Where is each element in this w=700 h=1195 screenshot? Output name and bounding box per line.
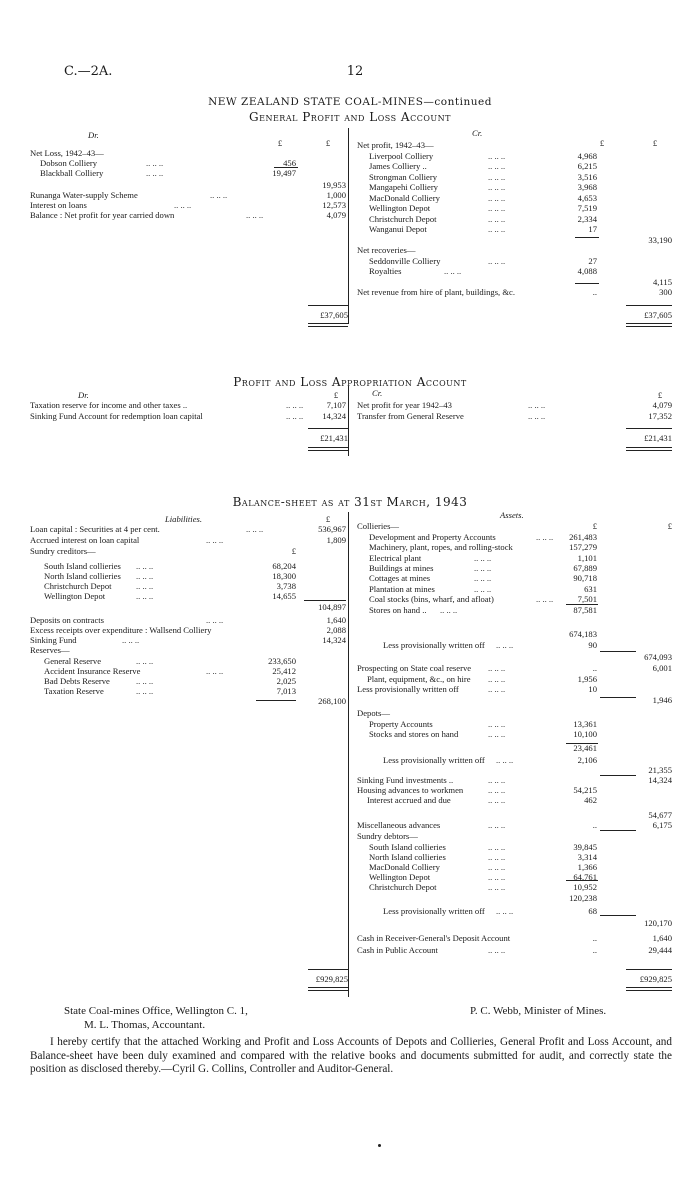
row-label: Balance : Net profit for year carried down: [30, 210, 175, 220]
leader-dots: .. .. ..: [474, 584, 492, 594]
leader-dots: .. .. ..: [488, 224, 506, 234]
row-label: North Island collieries: [44, 571, 121, 581]
page-number: 12: [346, 64, 364, 79]
row-label: North Island collieries: [369, 852, 446, 862]
row-label: Transfer from General Reserve: [357, 410, 464, 421]
row-label: Mangapehi Colliery: [369, 182, 438, 192]
amount-col-a: 68,204: [272, 561, 296, 571]
amount-col-a: 25,412: [272, 666, 296, 676]
amount-col-a: 7,501: [577, 594, 597, 604]
document-reference: C.—2A.: [64, 64, 113, 79]
total-double-rule: [308, 323, 348, 327]
amount-col-a: 6,215: [577, 161, 597, 171]
total-left: £21,431: [320, 433, 348, 443]
amount-col-a: 10,100: [573, 729, 597, 739]
row-label: Runanga Water-supply Scheme: [30, 190, 138, 200]
row-label: Buildings at mines: [369, 563, 434, 573]
row-label: Machinery, plant, ropes, and rolling-stock: [369, 542, 513, 552]
row-label: Plant, equipment, &c., on hire: [367, 674, 471, 684]
row-label: James Colliery ..: [369, 161, 427, 171]
amount-col-a: 3,314: [577, 852, 597, 862]
leader-dots: .. .. ..: [206, 535, 224, 545]
row-label: Collieries—: [357, 521, 400, 531]
row-label: Taxation reserve for income and other taxes ..: [30, 400, 188, 410]
subtotal-rule: [566, 743, 598, 744]
row-label: Less provisionally written off: [383, 640, 485, 650]
subtotal-rule: [566, 880, 598, 881]
row-label: Sundry debtors—: [357, 831, 418, 841]
row-label: MacDonald Colliery: [369, 862, 440, 872]
total-rule: [308, 428, 348, 429]
amount-col-a: £: [592, 521, 597, 531]
row-label: Cash in Public Account: [357, 945, 438, 955]
row-label: Dobson Colliery: [40, 158, 98, 168]
amount-col-a: ..: [592, 287, 597, 297]
row-label: South Island collieries: [44, 561, 121, 571]
amount-col-b: 21,355: [648, 765, 672, 775]
amount-col-a: 90: [588, 640, 597, 650]
row-label: Strongman Colliery: [369, 171, 438, 182]
row-label: Net recoveries—: [357, 245, 416, 255]
row-label: MacDonald Colliery: [369, 192, 440, 203]
row-label: Blackball Colliery: [40, 168, 104, 178]
row-label: Housing advances to workmen: [357, 785, 464, 795]
pound-sign: £: [333, 390, 339, 400]
amount-col-b: 2,088: [326, 625, 346, 635]
pound-sign: £: [325, 514, 331, 524]
pound-sign: £: [325, 138, 331, 148]
row-label: Deposits on contracts: [30, 615, 104, 625]
amount-col-a: ..: [592, 945, 597, 955]
total-double-rule: [308, 987, 348, 991]
leader-dots: .. .. ..: [488, 171, 506, 182]
leader-dots: .. .. ..: [206, 615, 224, 625]
amount-col-b: 1,640: [652, 933, 672, 943]
amount-col-b: £: [667, 521, 672, 531]
pound-sign: £: [277, 138, 283, 148]
amount-col-a: 1,956: [577, 674, 597, 684]
row-label: Sinking Fund investments ..: [357, 775, 454, 785]
subtotal-rule: [575, 283, 599, 284]
total-double-rule: [308, 447, 348, 451]
subtotal-rule: [600, 775, 636, 776]
amount-col-b: 1,000: [326, 190, 346, 200]
amount-col-a: 67,889: [573, 563, 597, 573]
subtotal-rule: [600, 697, 636, 698]
assets-label: Assets.: [500, 510, 524, 520]
total-double-rule: [626, 447, 672, 451]
amount-col-b: 29,444: [648, 945, 672, 955]
row-label: Wanganui Depot: [369, 224, 427, 234]
row-label: Cash in Receiver-General's Deposit Account: [357, 933, 511, 943]
amount-col-a: 3,516: [577, 171, 597, 182]
amount-col-a: 7,013: [276, 686, 296, 696]
general-pl-title: General Profit and Loss Account: [249, 110, 451, 124]
leader-dots: .. .. ..: [474, 553, 492, 563]
leader-dots: .. .. ..: [488, 882, 506, 892]
amount-col-a: 10: [588, 684, 597, 694]
leader-dots: .. .. ..: [488, 182, 506, 192]
amount-col-a: 1,366: [577, 862, 597, 872]
row-label: Less provisionally written off: [383, 755, 485, 765]
leader-dots: .. .. ..: [488, 674, 506, 684]
leader-dots: .. .. ..: [136, 561, 154, 571]
row-label: Prospecting on State coal reserve: [357, 663, 472, 673]
row-label: Net revenue from hire of plant, buildings, &c.: [357, 287, 515, 297]
row-label: Accrued interest on loan capital: [30, 535, 140, 545]
row-label: Development and Property Accounts: [369, 532, 496, 542]
leader-dots: .. .. ..: [488, 795, 506, 805]
amount-col-a: ..: [592, 663, 597, 673]
minister-line: P. C. Webb, Minister of Mines.: [470, 1005, 607, 1017]
row-label: Plantation at mines: [369, 584, 435, 594]
leader-dots: .. .. ..: [488, 255, 506, 266]
amount-col-a: 19,497: [272, 168, 296, 178]
row-label: Royalties: [369, 266, 402, 276]
leader-dots: .. .. ..: [496, 640, 514, 650]
amount-col-a: 54,215: [573, 785, 597, 795]
leader-dots: .. .. ..: [246, 524, 264, 534]
amount-col-a: 7,519: [577, 203, 597, 213]
row-label: General Reserve: [44, 656, 102, 666]
amount-col-a: 14,655: [272, 591, 296, 601]
row-label: Less provisionally written off: [383, 906, 485, 916]
leader-dots: .. .. ..: [136, 581, 154, 591]
amount-col-a: 4,088: [577, 266, 597, 276]
amount-col-a: 17: [588, 224, 597, 234]
dr-label: Dr.: [88, 130, 99, 140]
amount-col-a: 261,483: [569, 532, 597, 542]
row-label: Depots—: [357, 708, 390, 718]
leader-dots: .. .. ..: [488, 203, 506, 213]
audit-certificate: I hereby certify that the attached Working and Profit and Loss Accounts of Depots and Collieries, General Profit and Loss Account, and Balance-sheet have been duly examined and compared with the relative books and documents submitted for audit, and correctly state the position as disclosed thereby.—Cyril G. Collins, Controller and Auditor-General.: [30, 1036, 672, 1076]
amount-col-a: 68: [588, 906, 597, 916]
leader-dots: .. .. ..: [136, 686, 154, 696]
leader-dots: .. .. ..: [488, 161, 506, 171]
leader-dots: .. .. ..: [136, 676, 154, 686]
amount-col-b: 17,352: [648, 410, 672, 421]
leader-dots: .. .. ..: [286, 400, 304, 410]
amount-col-b: 120,170: [644, 918, 672, 928]
amount-col-a: £: [291, 546, 296, 556]
amount-col-a: 456: [283, 158, 296, 168]
row-label: Sinking Fund: [30, 635, 77, 645]
total-double-rule: [626, 987, 672, 991]
amount-col-a: 462: [584, 795, 597, 805]
row-label: Accident Insurance Reserve: [44, 666, 141, 676]
amount-col-b: 7,107: [326, 400, 346, 410]
row-label: Interest on loans: [30, 200, 87, 210]
total-rule: [626, 428, 672, 429]
amount-col-a: 2,025: [276, 676, 296, 686]
leader-dots: .. .. ..: [146, 158, 164, 168]
leader-dots: .. .. ..: [488, 684, 506, 694]
leader-dots: .. .. ..: [488, 852, 506, 862]
row-label: Wellington Depot: [369, 203, 431, 213]
row-label: Electrical plant: [369, 553, 422, 563]
leader-dots: .. .. ..: [488, 862, 506, 872]
cr-label: Cr.: [472, 128, 483, 138]
total-double-rule: [626, 323, 672, 327]
column-divider: [348, 386, 349, 456]
amount-col-a: ..: [592, 820, 597, 830]
row-label: Interest accrued and due: [367, 795, 451, 805]
leader-dots: .. .. ..: [136, 591, 154, 601]
amount-col-a: 1,101: [577, 553, 597, 563]
row-label: Loan capital : Securities at 4 per cent.: [30, 524, 160, 534]
total-right: £21,431: [644, 433, 672, 443]
amount-col-a: 10,952: [573, 882, 597, 892]
amount-col-b: 1,640: [326, 615, 346, 625]
amount-col-a: 2,334: [577, 213, 597, 224]
amount-col-a: 4,653: [577, 192, 597, 203]
amount-col-a: 87,581: [573, 605, 597, 615]
amount-col-b: 4,115: [652, 276, 672, 287]
amount-col-b: 536,967: [318, 524, 346, 534]
amount-col-a: 157,279: [569, 542, 597, 552]
subtotal-rule: [600, 651, 636, 652]
row-label: Bad Debts Reserve: [44, 676, 110, 686]
leader-dots: .. .. ..: [488, 729, 506, 739]
amount-col-b: 268,100: [318, 696, 346, 706]
pound-sign: £: [652, 138, 658, 148]
amount-col-b: 33,190: [648, 234, 672, 245]
total-right: £929,825: [639, 974, 672, 984]
row-label: Christchurch Depot: [44, 581, 112, 591]
total-left: £37,605: [320, 310, 348, 320]
leader-dots: .. .. ..: [488, 663, 506, 673]
leader-dots: .. .. ..: [496, 755, 514, 765]
leader-dots: .. .. ..: [246, 210, 264, 220]
row-label: Excess receipts over expenditure : Wallsend Colliery: [30, 625, 212, 635]
amount-col-b: 1,809: [326, 535, 346, 545]
row-label: Stocks and stores on hand: [369, 729, 459, 739]
leader-dots: .. .. ..: [536, 532, 554, 542]
leader-dots: .. .. ..: [496, 906, 514, 916]
amount-col-a: 2,106: [577, 755, 597, 765]
pound-sign: £: [657, 390, 663, 400]
row-label: Wellington Depot: [369, 872, 431, 882]
row-label: Miscellaneous advances: [357, 820, 441, 830]
total-rule: [626, 305, 672, 306]
amount-col-b: 300: [659, 287, 672, 297]
leader-dots: .. .. ..: [146, 168, 164, 178]
leader-dots: .. .. ..: [210, 190, 228, 200]
total-left: £929,825: [315, 974, 348, 984]
leader-dots: .. .. ..: [528, 400, 546, 410]
row-label: South Island collieries: [369, 842, 446, 852]
leader-dots: .. .. ..: [122, 635, 140, 645]
leader-dots: .. .. ..: [488, 820, 506, 830]
total-right: £37,605: [644, 310, 672, 320]
dr-label: Dr.: [78, 390, 89, 400]
amount-col-b: 4,079: [326, 210, 346, 220]
amount-col-a: 64,761: [573, 872, 597, 882]
amount-col-b: 54,677: [648, 810, 672, 820]
amount-col-a: ..: [592, 933, 597, 943]
amount-col-a: 18,300: [272, 571, 296, 581]
row-label: Stores on hand ..: [369, 605, 427, 615]
row-label: Net profit, 1942–43—: [357, 140, 434, 150]
amount-col-b: 14,324: [322, 635, 346, 645]
row-label: Sundry creditors—: [30, 546, 96, 556]
amount-col-b: 4,079: [652, 400, 672, 410]
row-label: Cottages at mines: [369, 573, 431, 583]
leader-dots: .. .. ..: [528, 410, 546, 421]
subtotal-rule: [566, 604, 598, 605]
leader-dots: .. .. ..: [474, 563, 492, 573]
leader-dots: .. .. ..: [488, 150, 506, 161]
leader-dots: .. .. ..: [286, 410, 304, 421]
amount-col-b: 12,573: [322, 200, 346, 210]
column-divider: [348, 512, 349, 997]
leader-dots: .. .. ..: [474, 573, 492, 583]
section-title: NEW ZEALAND STATE COAL-MINES—continued: [208, 96, 492, 108]
row-label: Christchurch Depot: [369, 213, 437, 224]
leader-dots: .. .. ..: [488, 842, 506, 852]
amount-col-a: 120,238: [569, 893, 597, 903]
amount-col-b: 14,324: [322, 410, 346, 421]
amount-col-a: 13,361: [573, 719, 597, 729]
row-label: Reserves—: [30, 645, 70, 655]
leader-dots: .. .. ..: [206, 666, 224, 676]
leader-dots: .. .. ..: [488, 775, 506, 785]
amount-col-a: 90,718: [573, 573, 597, 583]
amount-col-b: 1,946: [652, 695, 672, 705]
row-label: Net profit for year 1942–43: [357, 400, 452, 410]
leader-dots: .. .. ..: [136, 571, 154, 581]
row-label: Less provisionally written off: [357, 684, 459, 694]
appropriation-title: Profit and Loss Appropriation Account: [233, 375, 467, 389]
row-label: Coal stocks (bins, wharf, and afloat): [369, 594, 494, 604]
amount-col-a: 23,461: [573, 743, 597, 753]
liabilities-label: Liabilities.: [165, 514, 203, 524]
leader-dots: .. .. ..: [488, 785, 506, 795]
leader-dots: .. .. ..: [174, 200, 192, 210]
row-label: Christchurch Depot: [369, 882, 437, 892]
leader-dots: .. .. ..: [488, 719, 506, 729]
amount-col-a: 674,183: [569, 629, 597, 639]
leader-dots: .. .. ..: [488, 192, 506, 203]
amount-col-b: 6,175: [652, 820, 672, 830]
leader-dots: .. .. ..: [444, 266, 462, 276]
amount-col-a: 4,968: [577, 150, 597, 161]
leader-dots: .. .. ..: [136, 656, 154, 666]
subtotal-rule: [575, 237, 599, 238]
amount-col-a: 631: [584, 584, 597, 594]
balance-sheet-title: Balance-sheet as at 31st March, 1943: [232, 495, 468, 509]
row-label: Net Loss, 1942–43—: [30, 148, 104, 158]
row-label: Property Accounts: [369, 719, 433, 729]
pound-sign: £: [599, 138, 605, 148]
subtotal-rule: [256, 700, 296, 701]
amount-col-a: 27: [588, 255, 597, 266]
accountant-line: M. L. Thomas, Accountant.: [84, 1019, 206, 1031]
subtotal-rule: [274, 167, 298, 168]
amount-col-b: 19,953: [322, 180, 346, 190]
office-line: State Coal-mines Office, Wellington C. 1,: [64, 1005, 248, 1017]
amount-col-b: 14,324: [648, 775, 672, 785]
row-label: Seddonville Colliery: [369, 255, 441, 266]
row-label: Wellington Depot: [44, 591, 106, 601]
subtotal-rule: [304, 600, 346, 601]
total-rule: [626, 969, 672, 970]
subtotal-rule: [600, 830, 636, 831]
amount-col-a: 3,968: [577, 182, 597, 192]
leader-dots: .. .. ..: [536, 594, 554, 604]
leader-dots: .. .. ..: [488, 872, 506, 882]
total-rule: [308, 969, 348, 970]
leader-dots: .. .. ..: [488, 213, 506, 224]
page-dot: [378, 1144, 381, 1147]
amount-col-b: 6,001: [652, 663, 672, 673]
row-label: Taxation Reserve: [44, 686, 104, 696]
column-divider: [348, 128, 349, 324]
subtotal-rule: [600, 915, 636, 916]
amount-col-b: 674,093: [644, 652, 672, 662]
leader-dots: .. .. ..: [440, 605, 458, 615]
total-rule: [308, 305, 348, 306]
cr-label: Cr.: [372, 388, 383, 398]
amount-col-a: 3,738: [276, 581, 296, 591]
row-label: Sinking Fund Account for redemption loan capital: [30, 410, 203, 421]
amount-col-a: 39,845: [573, 842, 597, 852]
amount-col-a: 233,650: [268, 656, 296, 666]
amount-col-b: 104,897: [318, 602, 346, 612]
row-label: Liverpool Colliery: [369, 150, 434, 161]
leader-dots: .. .. ..: [488, 945, 506, 955]
